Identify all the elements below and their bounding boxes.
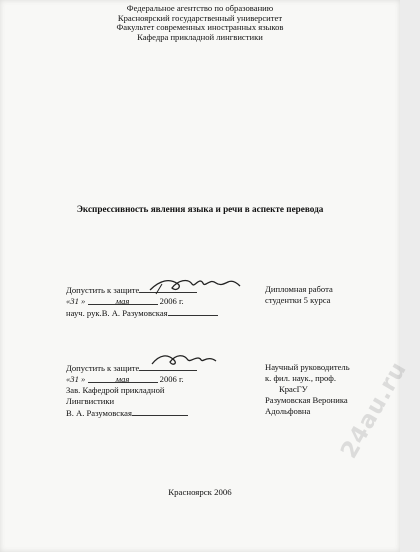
site-watermark: 24au.ru <box>336 357 413 463</box>
date-month-text-1: мая <box>115 296 130 306</box>
faculty-name: Факультет современных иностранных языков <box>116 22 284 33</box>
city-year: Красноярск 2006 <box>168 487 232 497</box>
advisor-degree: к. фил. наук., проф. <box>265 373 337 383</box>
thesis-author-block <box>265 284 333 306</box>
approval-block-2 <box>66 362 197 419</box>
head-dept-line: Лингвистики <box>66 396 115 406</box>
supervisor-label: науч. рук.В. А. Разумовская <box>66 308 168 318</box>
advisor-role: Научный руководитель <box>265 362 350 372</box>
institution-header <box>0 4 400 42</box>
head-title-line: Зав. Кафедрой прикладной <box>66 385 165 395</box>
department-name: Кафедра прикладной лингвистики <box>137 31 263 42</box>
thesis-title-text: Экспрессивность явления языка и речи в аспекте перевода <box>76 204 324 214</box>
thesis-type: Дипломная работа <box>265 284 333 294</box>
date-line-2 <box>66 374 197 385</box>
date-day-1: «31 » <box>66 296 86 306</box>
date-month-text-2: мая <box>115 374 130 384</box>
date-month-1 <box>88 296 158 305</box>
date-year-2: 2006 г. <box>159 374 184 384</box>
head-name: В. А. Разумовская <box>66 408 132 418</box>
supervisor-signature-line <box>168 307 218 316</box>
advisor-surname-name: Разумовская Вероника <box>265 395 348 405</box>
advisor-patronymic: Адольфовна <box>265 406 311 416</box>
date-year-1: 2006 г. <box>159 296 184 306</box>
admit-label-1: Допустить к защите <box>66 285 140 295</box>
admit-label-2: Допустить к защите <box>66 363 140 373</box>
head-signature-line <box>132 407 188 416</box>
advisor-university: КрасГУ <box>279 384 308 394</box>
handwritten-signature-2 <box>150 348 220 370</box>
student-course: студентки 5 курса <box>265 295 331 305</box>
university-name: Красноярский государственный университет <box>117 12 283 23</box>
head-name-line <box>66 407 197 419</box>
date-day-2: «31 » <box>66 374 86 384</box>
agency-name: Федеральное агентство по образованию <box>126 3 274 13</box>
supervisor-line <box>66 307 218 319</box>
thesis-title <box>0 204 420 214</box>
scientific-advisor-block <box>265 362 350 417</box>
handwritten-signature-1 <box>148 272 243 298</box>
date-month-2 <box>88 374 158 383</box>
